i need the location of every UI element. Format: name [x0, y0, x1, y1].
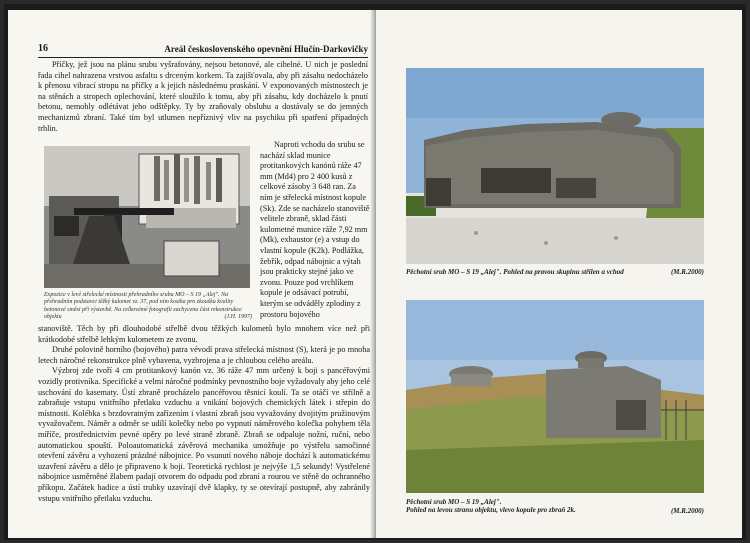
bunker-front-image — [406, 68, 704, 264]
exhibit-photo — [44, 146, 250, 288]
caption-2-credit: (M.R.2000) — [670, 507, 704, 515]
paragraph-block-lower — [38, 324, 370, 504]
caption-2-line-1: Pěchotní srub MO – S 19 „Alej". — [406, 498, 502, 506]
running-head-title: Areál československého opevnění Hlučín-Darkovičky — [164, 44, 368, 54]
caption-1-credit: (M.R.2000) — [670, 268, 704, 276]
bunker-photo-left-side — [406, 300, 704, 493]
running-header — [38, 43, 368, 58]
exhibit-photo-caption — [44, 292, 254, 322]
page-number: 16 — [38, 43, 48, 54]
bunker-cupola-image — [406, 300, 704, 493]
machine-gun-exhibit-image — [44, 146, 250, 288]
paragraph-3: Druhé polovině horního (bojového) patra vévodí prava střelecká místnost (S), která je po mnoha letech náročné rekonstrukce plně vybavena, vyzbrojena a je chloubou celého areálu. — [38, 345, 370, 365]
paragraph-ammo-store: Naproti vchodu do srubu se nachází sklad munice protitankových kanónů ráže 47 mm (Md4) pro 2 400 kusů z celkové zásoby 3 648 ran. Za ním je střelecká místnost kopule (Sk). Zde se nacházelo stanoviště velitele zbraně, sklad části kulometné munice ráže 7,92 mm (Mk), exhaustor (e) a vstup do vlastní kopule (K2k). Podlážka, žebřík, odpad nábojnic a výtah jsou prakticky stejné jako ve zvonu. Pouze pod vrchlíkem kopule je odsávací potrubí, kterým se odváděly zplodiny z prostoru bojového — [260, 140, 370, 319]
paragraph-1: Příčky, jež jsou na plánu srubu vyšrafovány, nejsou betonové, ale cihelné. U nich je poslední řada cihel nahrazena vrstvou asfaltu s drceným korkem. Ta zajišťovala, aby při zásahu nedocházelo k přenosu vibrací stropu na příčky a k jejich následnému praskání. V exponovaných místnostech je na stěnách a stropech oplechování, které sloužilo k tomu, aby při zásahu, kdy docházelo k pnutí betonu, nemohly odlétávat jeho odštěpky. Ty by zraňovaly obsluhu a dostávaly se do jemných mechanizmů zbraní. Také tím byl utlumen nepříznivý vliv na psychiku při spatření případných trhlin. — [38, 60, 368, 133]
left-page — [8, 10, 376, 538]
caption-2-line-2: Pohled na levou stranu objektu, vlevo kopule pro zbraň 2k. — [406, 506, 576, 514]
paragraph-intro — [38, 60, 368, 134]
bunker-photo-1-caption — [406, 268, 704, 276]
bunker-photo-right-side — [406, 68, 704, 264]
photo-credit: (J.H. 1997) — [224, 314, 252, 321]
right-page — [376, 10, 742, 538]
caption-1-text: Pěchotní srub MO – S 19 „Alej". Pohled na pravou skupinu střílen a vchod — [406, 268, 624, 276]
caption-text: Expozice v levé střelecké místnosti přehradního srubu MO – S 19 „Alej". Na přehradním podstavci těžký kulomet vz. 37, pod ním kostka pro zkoušku kvality betonové směsi při výstavbě. Na celkovémé fotografii zachycena část rekonstrukce objektu — [44, 292, 242, 321]
side-column-text — [260, 140, 370, 320]
bunker-photo-2-caption — [406, 498, 704, 514]
book-spread — [4, 4, 746, 540]
paragraph-2: stanoviště. Těch by při dlouhodobé střelbě dvou těžkých kulometů bylo mnohem více než při krátkodobé střelbě lehkým kulometem ze zvonu. — [38, 324, 370, 344]
paragraph-4: Výzbroj zde tvoří 4 cm protitankový kanón vz. 36 ráže 47 mm určený k boji s pancéřovými vozidly protivníka. Specifické a velmi náročné podmínky pevnostního boje vyžadovaly aby jeho celé uschování do kasematy. Ústí zbraně procházelo pancéřovou těsnicí koulí. Ta se otáčí ve střílně a zabraňuje vstupu vnitřního přetlaku vzduchu a vnikání bojových chemických látek i střepin do místnosti. Kolébka s brzdovratným zařízením i vlastní zbraň jsou vyvažovány dvojitým pružinovým vyvažovačem. Náměr a odměr se udílí kolečky nebo po vypnutí náměrového kolečka pohybem těla míříče, prostřednictvím pevné opěry po levé straně zbraně. Zbraň se odpaluje nožní, ruční, nebo automatickou spouští. Poloautomatická závěrová mechanika umožňuje po výstřelu samočinné otevření závěru a vyhození prázdné nábojnice. Po vsunutí nového náboje dochází k automatickému uzavření závěru a dělo je připraveno k boji. Teoretická rychlost je nejvýše 1,5 sekundy! Vystřelené nábojnice usměrněné žlabem padají otvorem do odpadu pod zbraní a rourou ve stěně do ochranného příkopu. Začátek hadice a ústí trubky uzavírají dvě klapky, ty se otevírají postupně, aby zabránily vstupu vnitřního přetlaku vzduchu. — [38, 366, 370, 503]
